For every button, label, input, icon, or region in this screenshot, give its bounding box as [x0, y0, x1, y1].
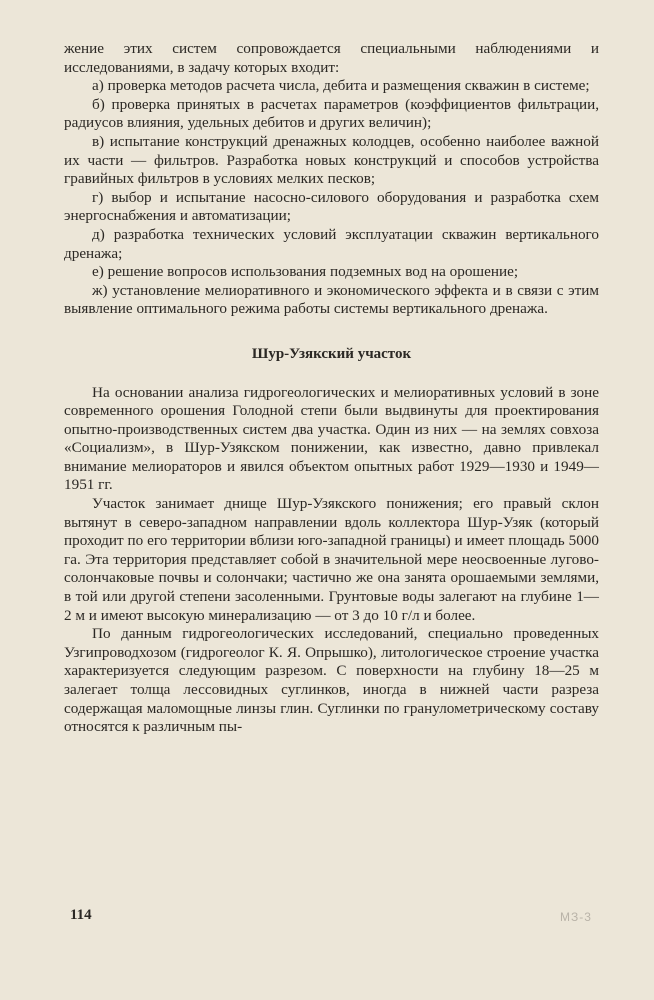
page-body [64, 40, 599, 737]
list-item-e: д) разработка технических условий эксплуатации скважин вертикального дренажа; [64, 225, 599, 262]
list-intro: жение этих систем сопровождается специальными наблюдениями и исследованиями, в задачу которых входит: [64, 40, 599, 76]
section-title: Шур-Узякский участок [251, 345, 412, 362]
list-item-b: б) проверка принятых в расчетах параметров (коэффициентов фильтрации, радиусов влияния, удельных дебитов и других величин); [64, 95, 599, 132]
page-number: 114 [70, 907, 92, 923]
list-item-a: а) проверка методов расчета числа, дебита и размещения скважин в системе; [92, 77, 590, 95]
library-stamp: МЗ-3 [560, 910, 592, 924]
list-item-f: е) решение вопросов использования подземных вод на орошение; [92, 263, 519, 281]
list-item-d: г) выбор и испытание насосно-силового оборудования и разработка схем энергоснабжения и автоматизации; [64, 188, 599, 225]
paragraph: По данным гидрогеологических исследований, специально проведенных Узгипроводхозом (гидрогеолог К. Я. Опрышко), литологическое строение участка характеризуется следующим разрезом. С поверхности на глубину 18—25 м залегает толща лессовидных суглинков, иногда в нижней части разреза содержащая маломощные линзы глин. Суглинки по гранулометрическому составу относятся к различным пы- [64, 625, 599, 736]
list-item-c: в) испытание конструкций дренажных колодцев, особенно наиболее важной их части — фильтров. Разработка новых конструкций и способов устройства гравийных фильтров в условиях мелких песков; [64, 132, 599, 188]
paragraph: Участок занимает днище Шур-Узякского понижения; его правый склон вытянут в северо-западном направлении вдоль коллектора Шур-Узяк (который проходит по его территории вблизи юго-западной границы) и имеет площадь 5000 га. Эта территория представляет собой в значительной мере неосвоенные лугово-солончаковые почвы и солончаки; частично же она занята орошаемыми землями, в той или другой степени засоленными. Грунтовые воды залегают на глубине 1—2 м и имеют высокую минерализацию — от 3 до 10 г/л и более. [64, 495, 599, 624]
paragraph: На основании анализа гидрогеологических и мелиоративных условий в зоне современного орошения Голодной степи были выдвинуты для проектирования опытно-производственных систем два участка. Один из них — на землях совхоза «Социализм», в Шур-Узякском понижении, как известно, давно привлекал внимание мелиораторов и явился объектом опытных работ 1929—1930 и 1949—1951 гг. [64, 383, 599, 494]
list-item-g: ж) установление мелиоративного и экономического эффекта и в связи с этим выявление оптимального режима работы системы вертикального дренажа. [64, 281, 599, 318]
